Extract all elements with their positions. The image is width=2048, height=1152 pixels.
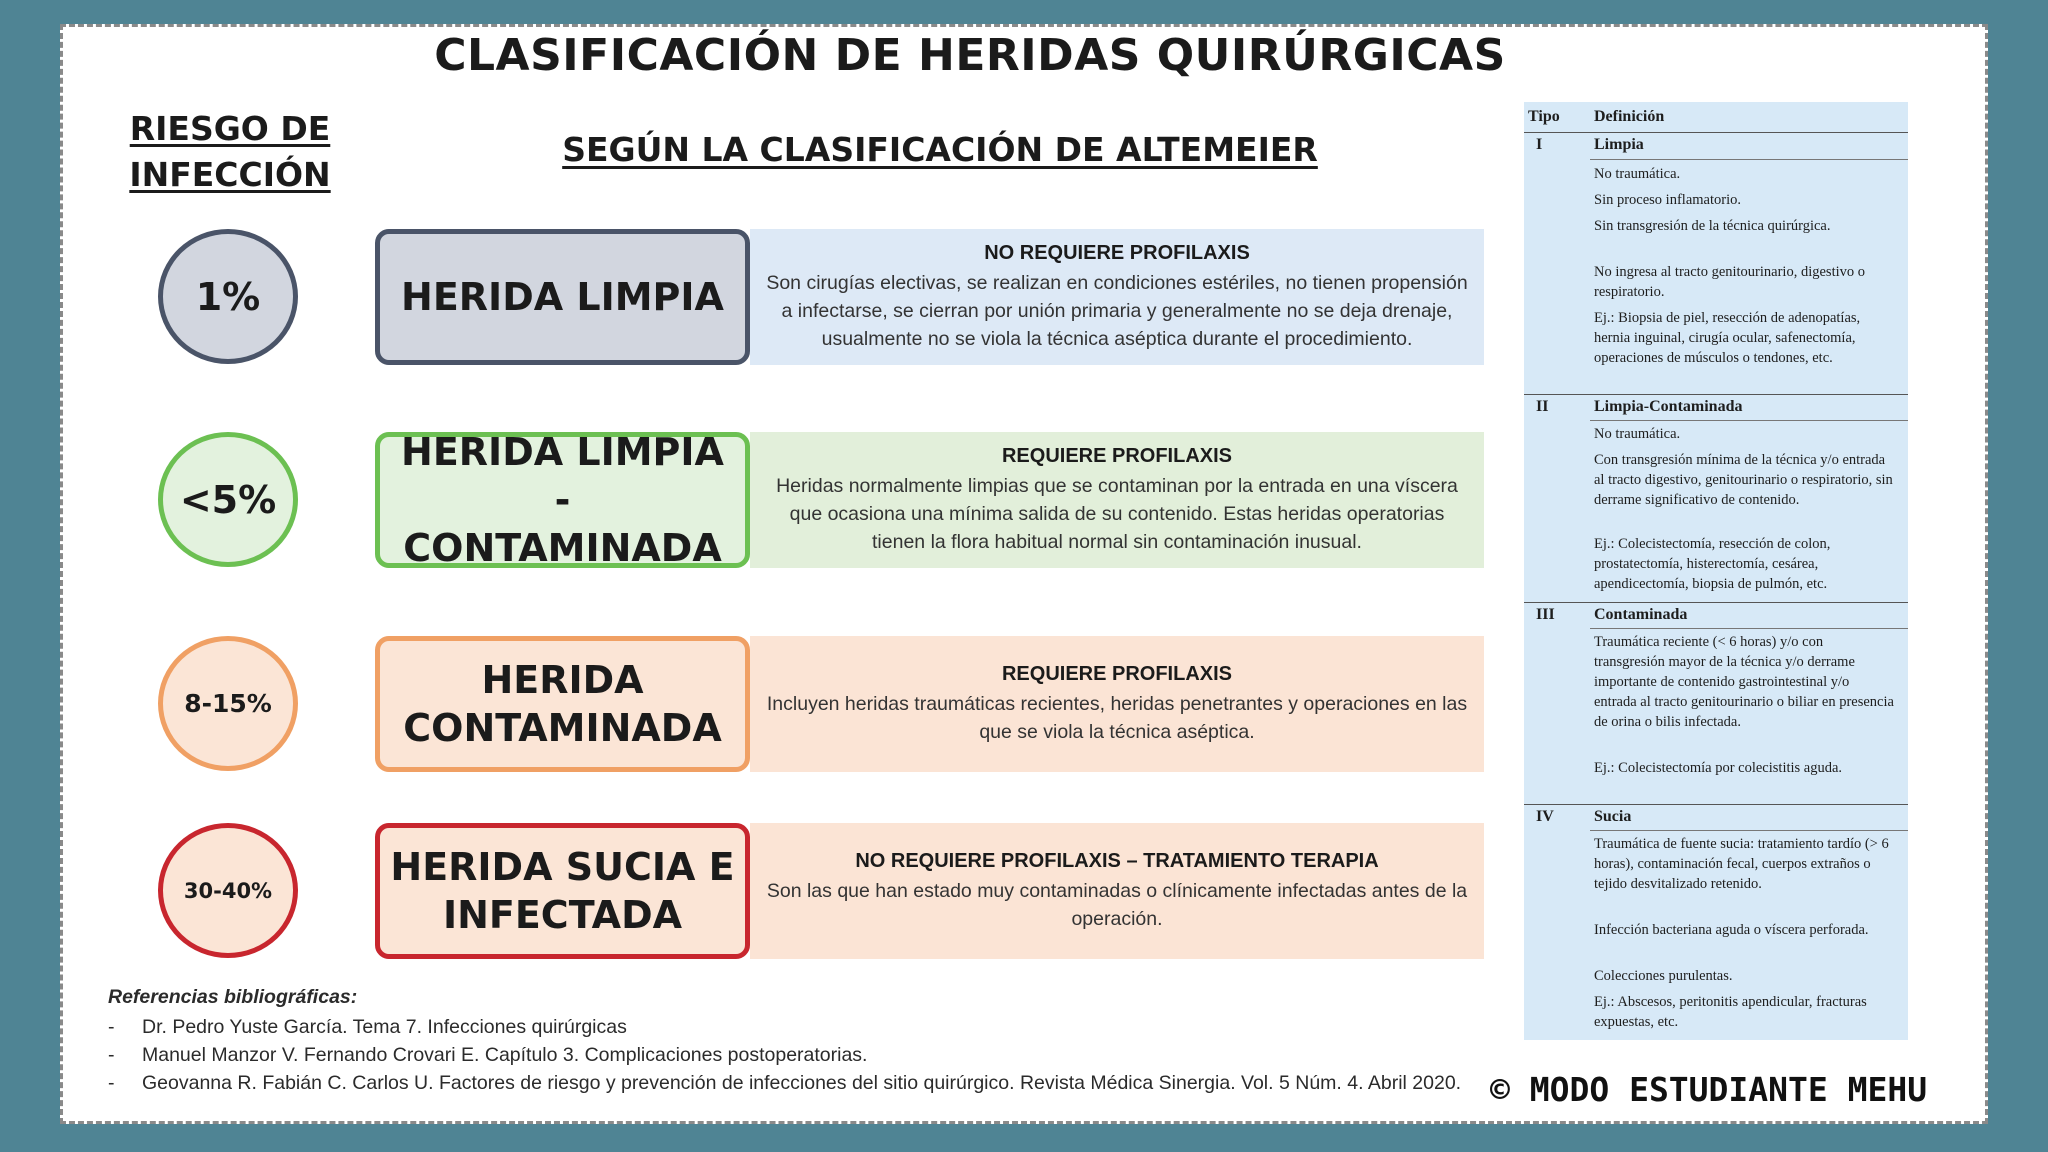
- risk-title-line-1: RIESGO DE: [129, 109, 331, 148]
- risk-circle-clean: 1%: [158, 229, 298, 364]
- description-contaminated: [750, 636, 1484, 772]
- wound-label-contaminated: HERIDA CONTAMINADA: [375, 636, 750, 772]
- definition-item: Ej.: Colecistectomía, resección de colon, prostatectomía, histerectomía, cesárea, apendicectomía, biopsia de pulmón, etc.: [1594, 536, 1831, 592]
- prophylaxis-heading-dirty: NO REQUIERE PROFILAXIS – TRATAMIENTO TERAPIA: [855, 849, 1379, 872]
- table-divider: [1524, 602, 1908, 603]
- altemeier-subtitle: SEGÚN LA CLASIFICACIÓN DE ALTEMEIER: [562, 130, 1318, 169]
- section-name: Limpia: [1594, 136, 1644, 153]
- reference-item: - Dr. Pedro Yuste García. Tema 7. Infecciones quirúrgicas: [108, 1013, 1508, 1041]
- definition-item: Sin proceso inflamatorio.: [1594, 192, 1741, 208]
- wound-label-clean: HERIDA LIMPIA: [375, 229, 750, 365]
- section-number: I: [1536, 136, 1543, 153]
- prophylaxis-heading-clean: NO REQUIERE PROFILAXIS: [984, 241, 1250, 264]
- section-name: Limpia-Contaminada: [1594, 398, 1743, 415]
- section-header-ii: [1524, 398, 1908, 420]
- definition-item: Traumática de fuente sucia: tratamiento tardío (> 6 horas), contaminación fecal, cuerpos extraños o tejido desvitalizado retenido.: [1594, 836, 1889, 892]
- definition-item: Ej.: Abscesos, peritonitis apendicular, fracturas expuestas, etc.: [1594, 994, 1867, 1030]
- definition-item: Ej.: Biopsia de piel, resección de adenopatías, hernia inguinal, cirugía ocular, safenectomía, operaciones de músculos o tendones, etc.: [1594, 310, 1861, 366]
- wound-label-dirty: HERIDA SUCIA E INFECTADA: [375, 823, 750, 959]
- section-name: Contaminada: [1594, 606, 1688, 623]
- main-title: CLASIFICACIÓN DE HERIDAS QUIRÚRGICAS: [434, 30, 1506, 81]
- section-header-iv: [1524, 808, 1908, 830]
- description-text-dirty: Son las que han estado muy contaminadas o clínicamente infectadas antes de la operación.: [766, 879, 1468, 930]
- section-number: II: [1536, 398, 1549, 415]
- wound-label-clean-contaminated: HERIDA LIMPIA - CONTAMINADA: [375, 432, 750, 568]
- definition-item: Sin transgresión de la técnica quirúrgica.: [1594, 218, 1831, 234]
- reference-item: - Manuel Manzor V. Fernando Crovari E. Capítulo 3. Complicaciones postoperatorias.: [108, 1041, 1508, 1069]
- col-type-header: Tipo: [1528, 108, 1560, 125]
- reference-item: - Geovanna R. Fabián C. Carlos U. Factores de riesgo y prevención de infecciones del sitio quirúrgico. Revista Médica Sinergia. Vol. 5 Núm. 4. Abril 2020.: [108, 1069, 1508, 1097]
- section-header-iii: [1524, 606, 1908, 628]
- prophylaxis-heading-contaminated: REQUIERE PROFILAXIS: [1001, 662, 1233, 685]
- description-text-clean-contaminated: Heridas normalmente limpias que se contaminan por la entrada en una víscera que ocasiona una mínima salida de su contenido. Estas heridas operatorias tienen la flora habitual normal sin contaminación inusual.: [776, 474, 1458, 553]
- definition-item: Infección bacteriana aguda o víscera perforada.: [1594, 922, 1869, 938]
- definition-item: Ej.: Colecistectomía por colecistitis aguda.: [1594, 760, 1843, 776]
- definition-item: No traumática.: [1594, 426, 1681, 442]
- section-divider: [1590, 420, 1908, 421]
- risk-circle-clean-contaminated: <5%: [158, 432, 298, 567]
- description-clean: [750, 229, 1484, 365]
- definition-item: Traumática reciente (< 6 horas) y/o con transgresión mayor de la técnica y/o derrame importante de contenido gastrointestinal y/o entrada al tracto genitourinario o biliar en presencia de orina o bilis infectada.: [1594, 634, 1894, 730]
- risk-circle-dirty: 30-40%: [158, 823, 298, 958]
- definition-item: Con transgresión mínima de la técnica y/o entrada al tracto digestivo, genitourinario o respiratorio, sin derrame significativo de contenido.: [1594, 452, 1893, 508]
- section-divider: [1590, 159, 1908, 160]
- references: [108, 986, 1508, 1097]
- table-divider: [1524, 394, 1908, 395]
- risk-circle-contaminated: 8-15%: [158, 636, 298, 771]
- description-dirty: [750, 823, 1484, 959]
- table-divider: [1524, 804, 1908, 805]
- table-divider: [1524, 132, 1908, 133]
- section-name: Sucia: [1594, 808, 1632, 825]
- section-number: III: [1536, 606, 1555, 623]
- section-header-i: [1524, 136, 1908, 158]
- definition-item: Colecciones purulentas.: [1594, 968, 1733, 984]
- references-heading: Referencias bibliográficas:: [108, 986, 358, 1008]
- section-divider: [1590, 830, 1908, 831]
- classification-table: [1524, 102, 1908, 1040]
- risk-title-line-2: INFECCIÓN: [129, 155, 331, 194]
- definition-item: No ingresa al tracto genitourinario, digestivo o respiratorio.: [1594, 264, 1865, 300]
- description-text-clean: Son cirugías electivas, se realizan en condiciones estériles, no tienen propensión a infectarse, se cierran por unión primaria y generalmente no se deja drenaje, usualmente no se viola la técnica aséptica durante el procedimiento.: [766, 271, 1468, 350]
- risk-title: [100, 106, 360, 198]
- brand-watermark: © MODO ESTUDIANTE MEHU: [1490, 1070, 1928, 1109]
- section-number: IV: [1536, 808, 1554, 825]
- description-text-contaminated: Incluyen heridas traumáticas recientes, heridas penetrantes y operaciones en las que se viola la técnica aséptica.: [766, 692, 1468, 743]
- col-definition-header: Definición: [1594, 108, 1665, 125]
- table-header: [1524, 108, 1908, 132]
- description-clean-contaminated: [750, 432, 1484, 568]
- definition-item: No traumática.: [1594, 166, 1681, 182]
- section-divider: [1590, 628, 1908, 629]
- prophylaxis-heading-clean-contaminated: REQUIERE PROFILAXIS: [1001, 444, 1233, 467]
